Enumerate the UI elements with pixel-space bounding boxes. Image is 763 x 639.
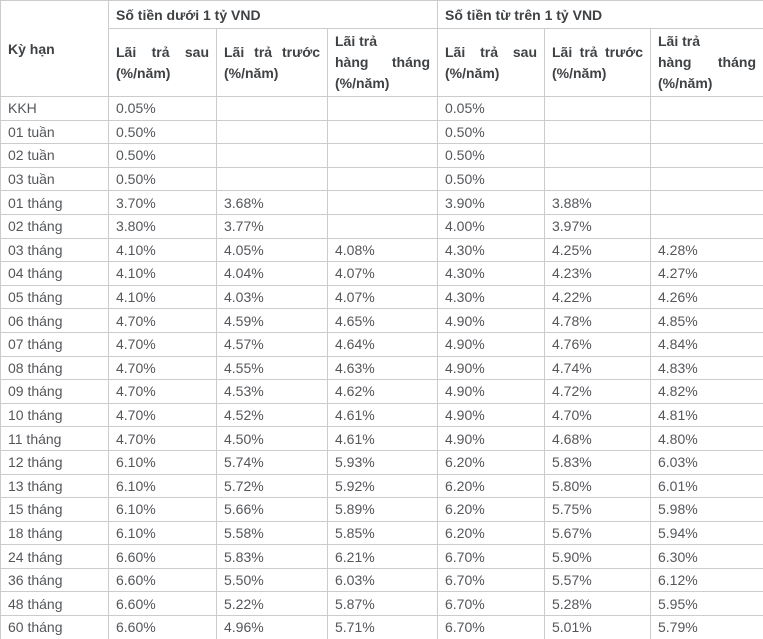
rate-cell: 6.70%: [438, 592, 545, 616]
table-row: [1, 167, 763, 191]
rate-cell: 4.64%: [328, 332, 438, 356]
term-cell: 15 tháng: [1, 498, 109, 522]
rate-cell: 4.61%: [328, 427, 438, 451]
rate-cell: 0.50%: [438, 167, 545, 191]
table-row: [1, 191, 763, 215]
table-row: [1, 332, 763, 356]
rate-cell: 5.95%: [651, 592, 763, 616]
rate-cell: 4.76%: [545, 332, 651, 356]
rate-cell: 4.59%: [217, 309, 328, 333]
term-cell: 02 tuần: [1, 144, 109, 168]
table-row: [1, 403, 763, 427]
rate-cell: 4.70%: [109, 332, 217, 356]
table-row: [1, 616, 763, 639]
rate-cell: 4.10%: [109, 262, 217, 286]
group-header-above-1-billion: Số tiền từ trên 1 tỷ VND: [438, 1, 763, 29]
rate-cell: [545, 97, 651, 121]
term-column-header: Kỳ hạn: [1, 1, 109, 97]
term-cell: 11 tháng: [1, 427, 109, 451]
rate-cell: [328, 191, 438, 215]
rate-cell: 6.60%: [109, 592, 217, 616]
table-row: [1, 545, 763, 569]
table-row: [1, 309, 763, 333]
rate-cell: 5.83%: [545, 450, 651, 474]
rate-cell: 4.30%: [438, 285, 545, 309]
rate-cell: 4.85%: [651, 309, 763, 333]
table-row: [1, 97, 763, 121]
rate-cell: 5.57%: [545, 568, 651, 592]
subheader-line: hàng tháng: [658, 54, 756, 70]
rate-cell: 5.28%: [545, 592, 651, 616]
rate-cell: [651, 120, 763, 144]
subheader-line: Lãi trả sau: [116, 43, 209, 60]
rate-cell: 6.03%: [651, 450, 763, 474]
subheader-below-paid-monthly: [328, 29, 438, 97]
rate-cell: 4.26%: [651, 285, 763, 309]
rate-cell: 6.10%: [109, 521, 217, 545]
subheader-line: (%/năm): [552, 64, 607, 81]
rate-cell: 0.50%: [438, 120, 545, 144]
rate-cell: 4.30%: [438, 238, 545, 262]
rate-cell: 5.74%: [217, 450, 328, 474]
term-cell: 13 tháng: [1, 474, 109, 498]
rate-cell: 4.90%: [438, 309, 545, 333]
rate-cell: 4.70%: [545, 403, 651, 427]
rate-cell: 4.61%: [328, 403, 438, 427]
table-row: [1, 214, 763, 238]
term-cell: 03 tuần: [1, 167, 109, 191]
term-cell: 09 tháng: [1, 380, 109, 404]
rate-cell: 0.50%: [109, 120, 217, 144]
rate-cell: 0.50%: [109, 144, 217, 168]
rate-cell: 4.00%: [438, 214, 545, 238]
rate-cell: 6.70%: [438, 568, 545, 592]
subheader-above-paid-upfront: [545, 29, 651, 97]
rate-cell: 5.90%: [545, 545, 651, 569]
rate-cell: 4.82%: [651, 380, 763, 404]
rate-cell: 5.94%: [651, 521, 763, 545]
rate-cell: 3.68%: [217, 191, 328, 215]
rate-cell: [651, 214, 763, 238]
rate-cell: 4.07%: [328, 285, 438, 309]
rate-cell: 0.05%: [109, 97, 217, 121]
rate-cell: 5.83%: [217, 545, 328, 569]
rate-cell: 4.70%: [109, 380, 217, 404]
rate-cell: 4.04%: [217, 262, 328, 286]
rate-cell: 3.70%: [109, 191, 217, 215]
rate-cell: 3.90%: [438, 191, 545, 215]
rate-cell: 4.03%: [217, 285, 328, 309]
rate-cell: 5.85%: [328, 521, 438, 545]
subheader-line: (%/năm): [445, 64, 500, 81]
rate-cell: 0.05%: [438, 97, 545, 121]
rate-cell: [328, 214, 438, 238]
rate-cell: [217, 120, 328, 144]
rate-cell: 4.08%: [328, 238, 438, 262]
subheader-above-paid-after: [438, 29, 545, 97]
rate-cell: [328, 97, 438, 121]
rate-cell: 5.50%: [217, 568, 328, 592]
rate-cell: [545, 120, 651, 144]
rate-cell: 4.30%: [438, 262, 545, 286]
subheader-above-paid-monthly: [651, 29, 763, 97]
rate-cell: 4.05%: [217, 238, 328, 262]
rate-cell: 4.90%: [438, 403, 545, 427]
rate-cell: [328, 167, 438, 191]
rate-cell: 4.23%: [545, 262, 651, 286]
subheader-row: [1, 29, 763, 97]
rate-cell: [328, 144, 438, 168]
rate-cell: 5.75%: [545, 498, 651, 522]
subheader-below-paid-after: [109, 29, 217, 97]
rate-cell: 6.12%: [651, 568, 763, 592]
term-cell: 04 tháng: [1, 262, 109, 286]
rate-cell: 4.84%: [651, 332, 763, 356]
rate-cell: 4.52%: [217, 403, 328, 427]
group-header-row: [1, 1, 763, 29]
rate-cell: [651, 97, 763, 121]
table-row: [1, 380, 763, 404]
rate-cell: 5.89%: [328, 498, 438, 522]
rate-cell: 5.93%: [328, 450, 438, 474]
table-row: [1, 238, 763, 262]
rate-cell: 6.03%: [328, 568, 438, 592]
rate-cell: 6.10%: [109, 450, 217, 474]
rate-cell: 4.81%: [651, 403, 763, 427]
rate-cell: 5.72%: [217, 474, 328, 498]
rate-cell: 4.22%: [545, 285, 651, 309]
rate-cell: [651, 167, 763, 191]
rate-cell: 6.20%: [438, 474, 545, 498]
table-row: [1, 521, 763, 545]
rate-cell: 5.66%: [217, 498, 328, 522]
rate-cell: 6.60%: [109, 545, 217, 569]
rate-cell: 4.07%: [328, 262, 438, 286]
table-row: [1, 120, 763, 144]
rate-cell: 4.62%: [328, 380, 438, 404]
rate-cell: 0.50%: [109, 167, 217, 191]
rate-cell: 4.83%: [651, 356, 763, 380]
rate-cell: 4.70%: [109, 309, 217, 333]
rate-cell: 6.20%: [438, 498, 545, 522]
rate-cell: [217, 97, 328, 121]
rate-cell: 4.90%: [438, 356, 545, 380]
rate-cell: 5.87%: [328, 592, 438, 616]
rate-cell: [651, 144, 763, 168]
term-cell: 18 tháng: [1, 521, 109, 545]
term-cell: 03 tháng: [1, 238, 109, 262]
rate-cell: 4.10%: [109, 285, 217, 309]
subheader-line: (%/năm): [658, 75, 713, 91]
rate-rows: [1, 97, 763, 639]
rate-cell: 4.72%: [545, 380, 651, 404]
rate-cell: [651, 191, 763, 215]
term-cell: 24 tháng: [1, 545, 109, 569]
table-row: [1, 568, 763, 592]
rate-cell: 6.10%: [109, 474, 217, 498]
subheader-line: hàng tháng: [335, 54, 430, 70]
rate-cell: 5.79%: [651, 616, 763, 639]
rate-cell: 4.90%: [438, 427, 545, 451]
rate-cell: 6.10%: [109, 498, 217, 522]
rate-cell: 6.21%: [328, 545, 438, 569]
rate-cell: 4.68%: [545, 427, 651, 451]
term-cell: 02 tháng: [1, 214, 109, 238]
rate-cell: 3.77%: [217, 214, 328, 238]
rate-cell: 4.28%: [651, 238, 763, 262]
rate-cell: 5.58%: [217, 521, 328, 545]
rate-cell: 4.96%: [217, 616, 328, 639]
rate-cell: 5.80%: [545, 474, 651, 498]
table-row: [1, 450, 763, 474]
subheader-line: Lãi trả sau: [445, 43, 537, 60]
rate-cell: 6.20%: [438, 450, 545, 474]
rate-cell: 3.88%: [545, 191, 651, 215]
rate-cell: 5.92%: [328, 474, 438, 498]
rate-cell: 4.70%: [109, 403, 217, 427]
rate-cell: 4.25%: [545, 238, 651, 262]
rate-cell: 4.27%: [651, 262, 763, 286]
rate-cell: 5.98%: [651, 498, 763, 522]
term-cell: 08 tháng: [1, 356, 109, 380]
term-cell: 12 tháng: [1, 450, 109, 474]
rate-cell: [217, 167, 328, 191]
subheader-line: Lãi trả: [335, 33, 378, 49]
rate-cell: 6.60%: [109, 568, 217, 592]
rate-cell: 4.78%: [545, 309, 651, 333]
rate-cell: 3.97%: [545, 214, 651, 238]
term-cell: 48 tháng: [1, 592, 109, 616]
rate-cell: 6.20%: [438, 521, 545, 545]
table-row: [1, 144, 763, 168]
rate-cell: 4.65%: [328, 309, 438, 333]
rate-cell: 4.90%: [438, 380, 545, 404]
rate-cell: 4.74%: [545, 356, 651, 380]
subheader-line: Lãi trả: [658, 33, 701, 49]
rate-cell: 4.80%: [651, 427, 763, 451]
term-cell: 01 tuần: [1, 120, 109, 144]
table-row: [1, 474, 763, 498]
subheader-line: Lãi trả trước: [224, 43, 320, 60]
table-row: [1, 592, 763, 616]
rate-cell: 4.70%: [109, 356, 217, 380]
term-cell: 60 tháng: [1, 616, 109, 639]
rate-cell: 4.57%: [217, 332, 328, 356]
rate-cell: [545, 144, 651, 168]
term-cell: 36 tháng: [1, 568, 109, 592]
rate-cell: 3.80%: [109, 214, 217, 238]
rate-cell: 4.63%: [328, 356, 438, 380]
group-header-below-1-billion: Số tiền dưới 1 tỷ VND: [109, 1, 438, 29]
table-row: [1, 262, 763, 286]
rate-cell: 4.55%: [217, 356, 328, 380]
rate-cell: 6.70%: [438, 545, 545, 569]
rate-cell: [217, 144, 328, 168]
rate-cell: 6.30%: [651, 545, 763, 569]
table-row: [1, 285, 763, 309]
subheader-line: (%/năm): [335, 75, 390, 91]
rate-cell: 6.60%: [109, 616, 217, 639]
rate-cell: [545, 167, 651, 191]
rate-cell: 5.01%: [545, 616, 651, 639]
term-cell: 10 tháng: [1, 403, 109, 427]
subheader-line: Lãi trả trước: [552, 43, 643, 60]
table-row: [1, 427, 763, 451]
rate-cell: 4.53%: [217, 380, 328, 404]
rate-cell: 4.90%: [438, 332, 545, 356]
rate-cell: [328, 120, 438, 144]
rate-cell: 4.70%: [109, 427, 217, 451]
rate-cell: 5.71%: [328, 616, 438, 639]
term-cell: KKH: [1, 97, 109, 121]
term-cell: 06 tháng: [1, 309, 109, 333]
rate-cell: 6.70%: [438, 616, 545, 639]
term-cell: 07 tháng: [1, 332, 109, 356]
rate-cell: 5.67%: [545, 521, 651, 545]
rate-cell: 6.01%: [651, 474, 763, 498]
table-row: [1, 356, 763, 380]
rate-cell: 4.10%: [109, 238, 217, 262]
rate-cell: 5.22%: [217, 592, 328, 616]
rate-cell: 0.50%: [438, 144, 545, 168]
subheader-line: (%/năm): [116, 64, 171, 81]
rate-cell: 4.50%: [217, 427, 328, 451]
term-cell: 01 tháng: [1, 191, 109, 215]
table-row: [1, 498, 763, 522]
subheader-line: (%/năm): [224, 64, 279, 81]
term-cell: 05 tháng: [1, 285, 109, 309]
subheader-below-paid-upfront: [217, 29, 328, 97]
